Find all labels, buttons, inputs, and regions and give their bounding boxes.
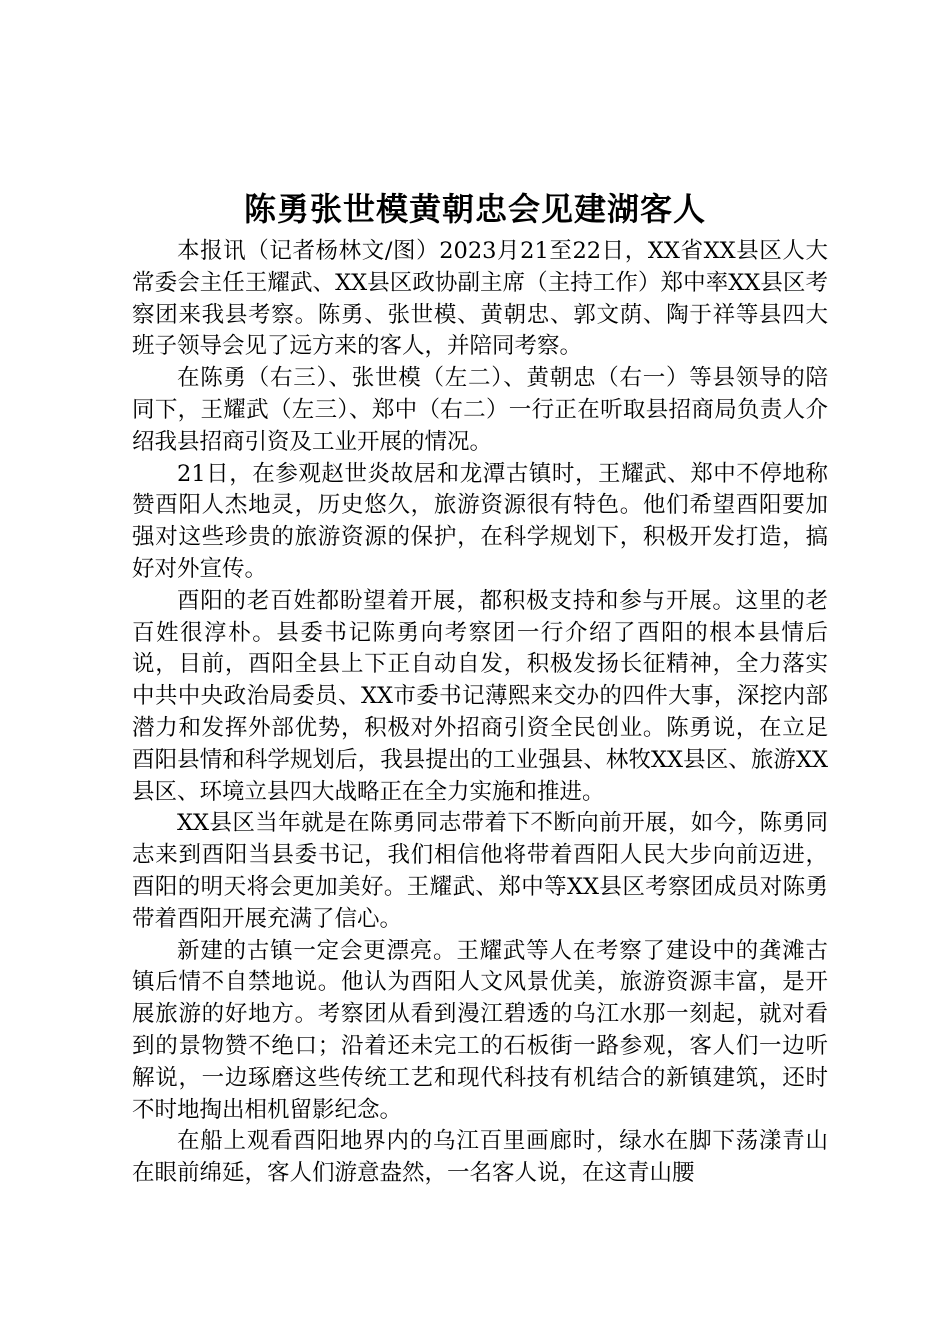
paragraph-1: 本报讯（记者杨林文/图）2023月21至22日，XX省XX县区人大常委会主任王耀武、XX县区政协副主席（主持工作）郑中率XX县区考察团来我县考察。陈勇、张世模、黄朝忠、郭文荫、陶于祥等县四大班子领导会见了远方来的客人，并陪同考察。 <box>132 238 828 360</box>
paragraph-2: 在陈勇（右三）、张世模（左二）、黄朝忠（右一）等县领导的陪同下，王耀武（左三）、郑中（右二）一行正在听取县招商局负责人介绍我县招商引资及工业开展的情况。 <box>132 365 828 455</box>
paragraph-6: 新建的古镇一定会更漂亮。王耀武等人在考察了建设中的龚滩古镇后情不自禁地说。他认为酉阳人文风景优美，旅游资源丰富，是开展旅游的好地方。考察团从看到漫江碧透的乌江水那一刻起，就对看到的景物赞不绝口；沿着还未完工的石板街一路参观，客人们一边听解说，一边琢磨这些传统工艺和现代科技有机结合的新镇建筑，还时不时地掏出相机留影纪念。 <box>132 937 828 1123</box>
paragraph-7: 在船上观看酉阳地界内的乌江百里画廊时，绿水在脚下荡漾青山在眼前绵延，客人们游意盎然，一名客人说，在这青山腰 <box>132 1128 828 1187</box>
article-body <box>132 236 828 1190</box>
paragraph-3: 21日，在参观赵世炎故居和龙潭古镇时，王耀武、郑中不停地称赞酉阳人杰地灵，历史悠久，旅游资源很有特色。他们希望酉阳要加强对这些珍贵的旅游资源的保护，在科学规划下，积极开发打造，搞好对外宣传。 <box>132 460 828 582</box>
paragraph-4: 酉阳的老百姓都盼望着开展，都积极支持和参与开展。这里的老百姓很淳朴。县委书记陈勇向考察团一行介绍了酉阳的根本县情后说，目前，酉阳全县上下正自动自发，积极发扬长征精神，全力落实中共中央政治局委员、XX市委书记薄熙来交办的四件大事，深挖内部潜力和发挥外部优势，积极对外招商引资全民创业。陈勇说，在立足酉阳县情和科学规划后，我县提出的工业强县、林牧XX县区、旅游XX县区、环境立县四大战略正在全力实施和推进。 <box>132 587 828 805</box>
document-title: 陈勇张世模黄朝忠会见建湖客人 <box>243 190 706 228</box>
paragraph-5: XX县区当年就是在陈勇同志带着下不断向前开展，如今，陈勇同志来到酉阳当县委书记，我们相信他将带着酉阳人民大步向前迈进，酉阳的明天将会更加美好。王耀武、郑中等XX县区考察团成员对陈勇带着酉阳开展充满了信心。 <box>132 810 828 932</box>
